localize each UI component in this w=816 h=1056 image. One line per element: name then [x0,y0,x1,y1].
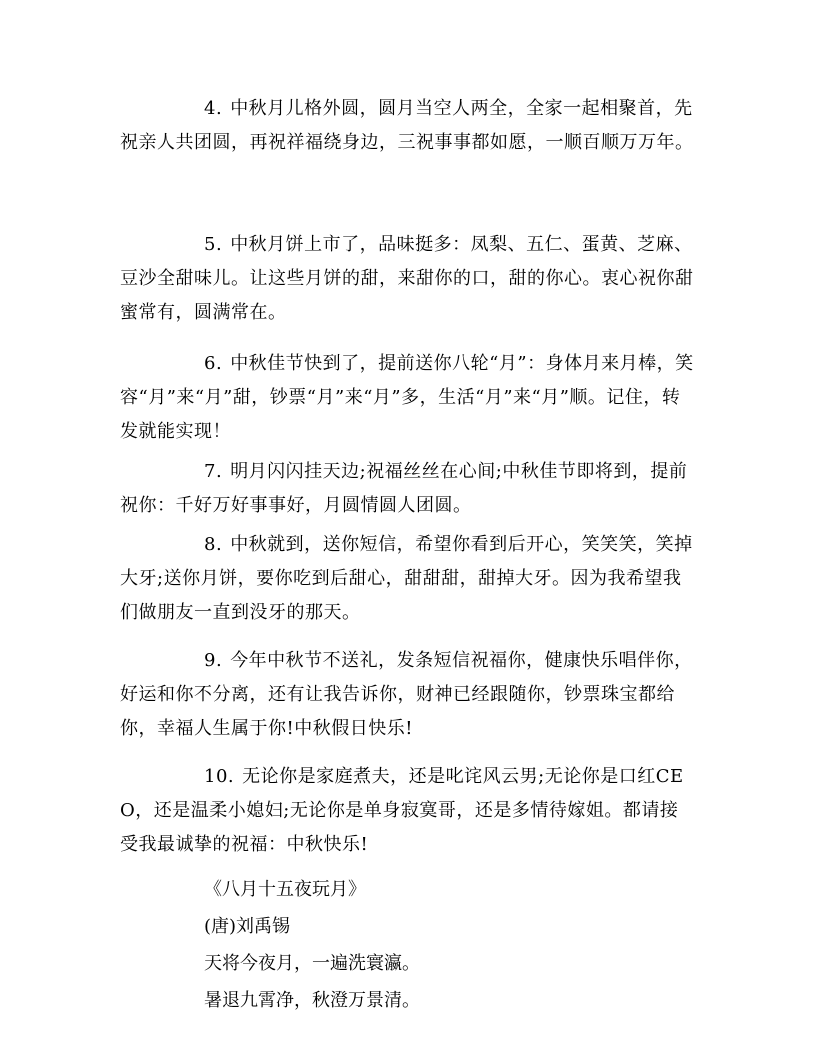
poem-title: 《八月十五夜玩月》 [204,879,366,900]
blessing-item-5 [120,228,696,330]
blessing-item-4 [120,92,696,160]
item-number: 7. [204,461,223,482]
item-number: 8. [204,534,223,555]
blessing-item-8 [120,528,696,630]
poem-line-2: 暑退九霄净，秋澄万景清。 [204,990,420,1011]
item-text: 中秋就到，送你短信，希望你看到后开心，笑笑笑，笑掉大牙;送你月饼，要你吃到后甜心，甜甜甜，甜掉大牙。因为我希望我们做朋友一直到没牙的那天。 [120,534,693,623]
item-text: 中秋月饼上市了，品味挺多：凤梨、五仁、蛋黄、芝麻、豆沙全甜味儿。让这些月饼的甜，来甜你的口，甜的你心。衷心祝你甜蜜常有，圆满常在。 [120,234,694,323]
item-number: 5. [204,234,223,255]
item-number: 9. [204,650,223,671]
item-text: 中秋佳节快到了，提前送你八轮“月”：身体月来月棒，笑容“月”来“月”甜，钞票“月”来“月”多，生活“月”来“月”顺。记住，转发就能实现！ [120,353,694,442]
blessing-item-6 [120,347,696,449]
item-number: 4. [204,98,223,119]
poem-author: (唐)刘禹锡 [204,916,291,937]
item-number: 10. [204,766,235,787]
item-text: 中秋月儿格外圆，圆月当空人两全，全家一起相聚首，先祝亲人共团圆，再祝祥福绕身边，三祝事事都如愿，一顺百顺万万年。 [120,98,694,153]
item-text: 无论你是家庭煮夫，还是叱诧风云男;无论你是口红CEO，还是温柔小媳妇;无论你是单身寂寞哥，还是多情待嫁姐。都请接受我最诚挚的祝福：中秋快乐! [120,766,684,855]
item-text: 今年中秋节不送礼，发条短信祝福你，健康快乐唱伴你，好运和你不分离，还有让我告诉你，财神已经跟随你，钞票珠宝都给你，幸福人生属于你!中秋假日快乐! [120,650,693,739]
item-number: 6. [204,353,223,374]
poem-line-1: 天将今夜月，一遍洗寰瀛。 [204,953,420,974]
item-text: 明月闪闪挂天边;祝福丝丝在心间;中秋佳节即将到，提前祝你：千好万好事事好，月圆情圆人团圆。 [120,461,688,516]
blessing-item-10 [120,760,696,862]
blessing-item-7 [120,455,696,523]
blessing-item-9 [120,644,696,746]
